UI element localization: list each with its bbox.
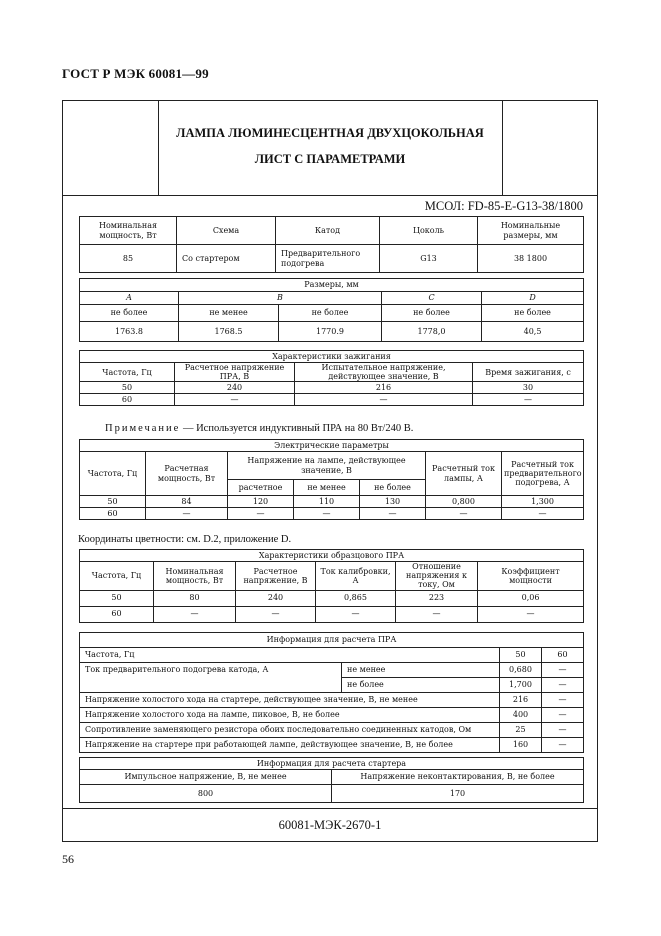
cell: 80 xyxy=(154,590,236,606)
header-cap: Цоколь xyxy=(380,217,478,245)
main-parameters-table xyxy=(79,216,584,273)
mcol-code: МСОЛ: FD-85-E-G13-38/1800 xyxy=(424,199,583,213)
header-lamp-voltage: Напряжение на лампе, действующее значение, В xyxy=(228,452,426,480)
dim-sub: не более xyxy=(279,305,382,322)
cell: — xyxy=(396,606,478,622)
cell: 1,300 xyxy=(502,496,584,508)
starter-info-title: Информация для расчета стартера xyxy=(80,758,584,770)
reference-ballast-title: Характеристики образцового ПРА xyxy=(80,550,584,562)
value-cap: G13 xyxy=(380,245,478,273)
reference-ballast-table xyxy=(79,549,584,623)
header-sizes: Номинальные размеры, мм xyxy=(478,217,584,245)
cell: 1,700 xyxy=(500,678,542,693)
title-block-left-divider xyxy=(158,100,159,195)
dim-value: 1770.9 xyxy=(279,322,382,342)
value-scheme: Со стартером xyxy=(177,245,276,273)
value-pulse-voltage: 800 xyxy=(80,785,332,803)
cell: — xyxy=(228,508,294,520)
info-row-label: Напряжение холостого хода на лампе, пиковое, В, не более xyxy=(80,708,500,723)
cell: 216 xyxy=(295,382,473,394)
cell: 216 xyxy=(500,693,542,708)
cell: 50 xyxy=(80,382,175,394)
ignition-table xyxy=(79,350,584,406)
header-lamp-current: Расчетный ток лампы, А xyxy=(426,452,502,496)
title-block-right-divider xyxy=(502,100,503,195)
info-row-label: Сопротивление заменяющего резистора обоих последовательно соединенных катодов, Ом xyxy=(80,723,500,738)
preheat-label: Ток предварительного подогрева катода, А xyxy=(80,663,342,693)
header-cathode: Катод xyxy=(276,217,380,245)
header-frequency: Частота, Гц xyxy=(80,452,146,496)
sub-max: не более xyxy=(360,480,426,496)
value-power: 85 xyxy=(80,245,177,273)
header-test-voltage: Испытательное напряжение, действующее значение, В xyxy=(295,363,473,382)
info-row-label: Напряжение на стартере при работающей лампе, действующее значение, В, не более xyxy=(80,738,500,753)
dim-sub: не более xyxy=(482,305,584,322)
document-code: ГОСТ Р МЭК 60081—99 xyxy=(62,66,209,81)
cell: 84 xyxy=(146,496,228,508)
cell: — xyxy=(542,693,584,708)
cell: 223 xyxy=(396,590,478,606)
cell: 50 xyxy=(80,590,154,606)
dim-letter-c: C xyxy=(382,292,482,305)
cell: 110 xyxy=(294,496,360,508)
cell: — xyxy=(542,678,584,693)
cell: 160 xyxy=(500,738,542,753)
dim-letter-a: A xyxy=(80,292,179,305)
ignition-title: Характеристики зажигания xyxy=(80,351,584,363)
dim-sub: не более xyxy=(80,305,179,322)
cell: 240 xyxy=(236,590,316,606)
cell: 60 xyxy=(80,394,175,406)
cell: — xyxy=(473,394,584,406)
cell: 25 xyxy=(500,723,542,738)
freq-50: 50 xyxy=(500,648,542,663)
dim-sub: не более xyxy=(382,305,482,322)
cell: 50 xyxy=(80,496,146,508)
note-label: Примечание xyxy=(105,423,181,434)
cell: 60 xyxy=(80,508,146,520)
sub-min: не менее xyxy=(294,480,360,496)
cell: 120 xyxy=(228,496,294,508)
header-rated-voltage: Расчетное напряжение ПРА, В xyxy=(175,363,295,382)
info-row-label: Напряжение холостого хода на стартере, действующее значение, В, не менее xyxy=(80,693,500,708)
header-calibration-current: Ток калибровки, А xyxy=(316,562,396,591)
header-frequency: Частота, Гц xyxy=(80,363,175,382)
dimensions-title: Размеры, мм xyxy=(80,279,584,292)
cell: — xyxy=(360,508,426,520)
note-text: — Используется индуктивный ПРА на 80 Вт/240 В. xyxy=(180,423,414,434)
preheat-max-label: не более xyxy=(342,678,500,693)
cell: — xyxy=(295,394,473,406)
sheet-title: ЛАМПА ЛЮМИНЕСЦЕНТНАЯ ДВУХЦОКОЛЬНАЯ xyxy=(176,126,484,140)
chromaticity-note: Координаты цветности: см. D.2, приложение D. xyxy=(78,534,292,545)
cell: — xyxy=(478,606,584,622)
dim-value: 1768.5 xyxy=(179,322,279,342)
electrical-parameters-table xyxy=(79,439,584,520)
freq-60: 60 xyxy=(542,648,584,663)
header-nominal-power: Номинальная мощность, Вт xyxy=(154,562,236,591)
header-scheme: Схема xyxy=(177,217,276,245)
dimensions-table xyxy=(79,278,584,342)
sheet-subtitle: ЛИСТ С ПАРАМЕТРАМИ xyxy=(254,152,406,166)
note-inductive-ballast xyxy=(105,423,413,434)
cell: — xyxy=(175,394,295,406)
cell: — xyxy=(542,723,584,738)
header-power: Номинальная мощность, Вт xyxy=(80,217,177,245)
dim-letter-b: B xyxy=(179,292,382,305)
cell: 0,800 xyxy=(426,496,502,508)
cell: 0,06 xyxy=(478,590,584,606)
cell: — xyxy=(316,606,396,622)
cell: — xyxy=(542,663,584,678)
header-power-factor: Коэффициент мощности xyxy=(478,562,584,591)
sub-rated: расчетное xyxy=(228,480,294,496)
frequency-label: Частота, Гц xyxy=(80,648,500,663)
cell: — xyxy=(426,508,502,520)
sheet-designation: 60081-МЭК-2670-1 xyxy=(278,818,382,832)
cell: — xyxy=(154,606,236,622)
cell: — xyxy=(542,708,584,723)
cell: — xyxy=(294,508,360,520)
footer-divider xyxy=(62,808,598,809)
header-non-contact-voltage: Напряжение неконтактирования, В, не более xyxy=(332,770,584,785)
cell: — xyxy=(542,738,584,753)
title-block-divider xyxy=(62,195,598,196)
starter-design-info-table xyxy=(79,757,584,803)
cell: 0,865 xyxy=(316,590,396,606)
header-ignition-time: Время зажигания, с xyxy=(473,363,584,382)
cell: 0,680 xyxy=(500,663,542,678)
cell: 400 xyxy=(500,708,542,723)
header-pulse-voltage: Импульсное напряжение, В, не менее xyxy=(80,770,332,785)
header-rated-power: Расчетная мощность, Вт xyxy=(146,452,228,496)
value-sizes: 38 1800 xyxy=(478,245,584,273)
electrical-title: Электрические параметры xyxy=(80,440,584,452)
dim-value: 40,5 xyxy=(482,322,584,342)
ballast-info-title: Информация для расчета ПРА xyxy=(80,633,584,648)
page-number: 56 xyxy=(62,852,74,866)
cell: 60 xyxy=(80,606,154,622)
cell: — xyxy=(146,508,228,520)
cell: — xyxy=(236,606,316,622)
cell: 240 xyxy=(175,382,295,394)
cell: 130 xyxy=(360,496,426,508)
dim-value: 1778,0 xyxy=(382,322,482,342)
cell: 30 xyxy=(473,382,584,394)
preheat-min-label: не менее xyxy=(342,663,500,678)
dim-value: 1763.8 xyxy=(80,322,179,342)
header-rated-voltage: Расчетное напряжение, В xyxy=(236,562,316,591)
value-non-contact-voltage: 170 xyxy=(332,785,584,803)
header-preheat-current: Расчетный ток предварительного подогрева, А xyxy=(502,452,584,496)
header-voltage-current-ratio: Отношение напряжения к току, Ом xyxy=(396,562,478,591)
value-cathode: Предварительного подогрева xyxy=(276,245,380,273)
ballast-design-info-table xyxy=(79,632,584,753)
dim-sub: не менее xyxy=(179,305,279,322)
header-frequency: Частота, Гц xyxy=(80,562,154,591)
dim-letter-d: D xyxy=(482,292,584,305)
cell: — xyxy=(502,508,584,520)
